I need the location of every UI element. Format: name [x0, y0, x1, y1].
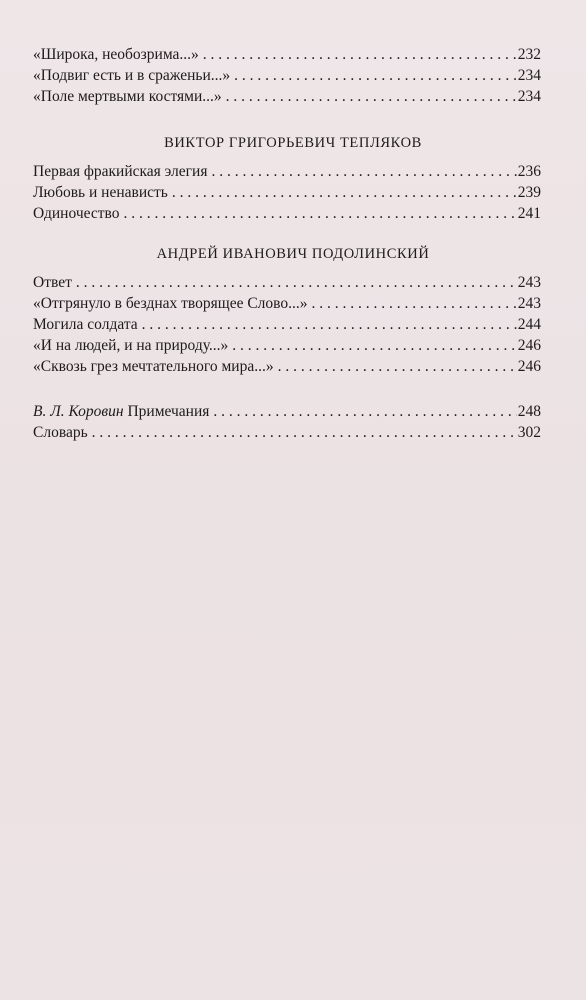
toc-group-teplyakov: [33, 161, 541, 224]
toc-entry[interactable]: [33, 203, 541, 224]
toc-entry-title: «Сквозь грез мечтательного мира...»: [33, 358, 274, 375]
toc-entry[interactable]: [33, 182, 541, 203]
toc-entry[interactable]: [33, 314, 541, 335]
dot-leader: [92, 422, 517, 443]
toc-entry-page: 302: [517, 424, 541, 441]
dot-leader: [211, 161, 516, 182]
toc-entry[interactable]: [33, 401, 541, 422]
toc-entry[interactable]: [33, 335, 541, 356]
toc-group-podolinsky: [33, 272, 541, 377]
author-heading: ВИКТОР ГРИГОРЬЕВИЧ ТЕПЛЯКОВ: [164, 135, 422, 151]
toc-entry-title-text: Примечания: [127, 403, 210, 420]
dot-leader: [76, 272, 517, 293]
toc-entry-page: 246: [517, 337, 541, 354]
toc-entry-title: «Подвиг есть и в сраженьи...»: [33, 67, 231, 84]
toc-entry-title: Любовь и ненависть: [33, 184, 168, 201]
toc-entry-page: 234: [517, 88, 541, 105]
toc-entry-title: Словарь: [33, 424, 88, 441]
dot-leader: [142, 314, 517, 335]
dot-leader: [312, 293, 517, 314]
dot-leader: [172, 182, 517, 203]
dot-leader: [124, 203, 517, 224]
toc-entry[interactable]: [33, 161, 541, 182]
toc-entry-page: 243: [517, 274, 541, 291]
dot-leader: [278, 356, 517, 377]
toc-entry-page: 234: [517, 67, 541, 84]
toc-entry-page: 232: [517, 46, 541, 63]
toc-entry-title: Одиночество: [33, 205, 120, 222]
toc-entry-title: «Отгрянуло в безднах творящее Слово...»: [33, 295, 308, 312]
toc-entry[interactable]: [33, 86, 541, 107]
toc-group-appendix: [33, 401, 541, 443]
toc-entry-author: В. Л. Коровин: [33, 403, 124, 420]
toc-entry[interactable]: [33, 422, 541, 443]
toc-entry-page: 239: [517, 184, 541, 201]
toc-entry-title: «Поле мертвыми костями...»: [33, 88, 222, 105]
dot-leader: [232, 335, 516, 356]
toc-entry-title: «И на людей, и на природу...»: [33, 337, 229, 354]
toc-entry[interactable]: [33, 65, 541, 86]
toc-entry-page: 244: [517, 316, 541, 333]
toc-entry[interactable]: [33, 44, 541, 65]
toc-entry-page: 246: [517, 358, 541, 375]
toc-entry-title: «Широка, необозрима...»: [33, 46, 199, 63]
dot-leader: [203, 44, 517, 65]
toc-entry-page: 248: [517, 403, 541, 420]
toc-entry-title: Первая фракийская элегия: [33, 163, 208, 180]
toc-entry[interactable]: [33, 356, 541, 377]
toc-entry-page: 236: [517, 163, 541, 180]
toc-entry-title: Могила солдата: [33, 316, 138, 333]
author-heading: АНДРЕЙ ИВАНОВИЧ ПОДОЛИНСКИЙ: [156, 246, 430, 262]
toc-group-continuation: [33, 44, 541, 107]
dot-leader: [213, 401, 516, 422]
toc-entry[interactable]: [33, 272, 541, 293]
toc-entry-title: [33, 401, 209, 422]
toc-entry-page: 243: [517, 295, 541, 312]
toc-entry-title: Ответ: [33, 274, 72, 291]
toc-entry-page: 241: [517, 205, 541, 222]
toc-entry[interactable]: [33, 293, 541, 314]
dot-leader: [226, 86, 517, 107]
dot-leader: [234, 65, 517, 86]
